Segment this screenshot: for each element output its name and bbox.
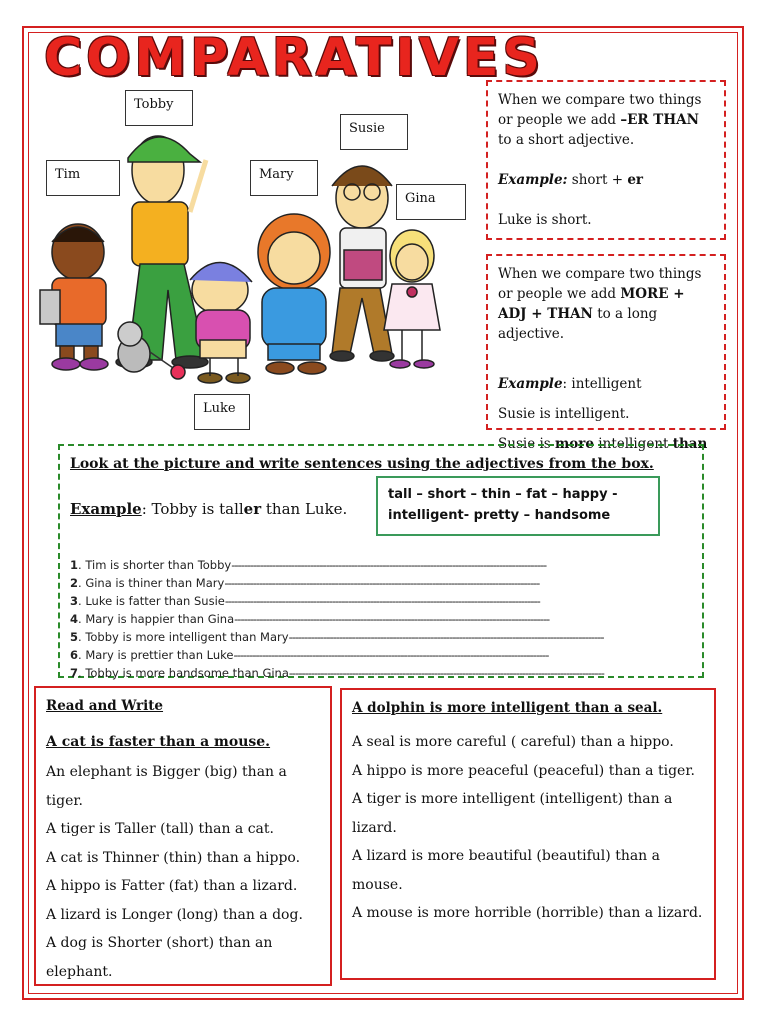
exercise-instruction: Look at the picture and write sentences using the adjectives from the box.: [70, 456, 654, 472]
long-rule-sentence-2: Susie is more intelligent than: [498, 436, 708, 452]
dolphin-line: A hippo is more peaceful (peaceful) than a tiger.: [352, 762, 695, 779]
adjectives-box: [376, 476, 660, 536]
exercise-box: [58, 444, 704, 678]
label-tim: Tim: [46, 160, 120, 196]
short-rule-intro: When we compare two things or people we add –ER THAN to a short adjective.: [498, 92, 702, 148]
long-rule-sentence: Susie is intelligent.: [498, 406, 630, 422]
answer-list: [70, 556, 690, 680]
adjectives-line-2: intelligent- pretty – handsome: [388, 508, 611, 523]
label-tobby: Tobby: [125, 90, 193, 126]
label-gina: Gina: [396, 184, 466, 220]
dolphin-line: A seal is more careful ( careful) than a hippo.: [352, 734, 674, 750]
answer-line: 2. Gina is thiner than Mary----------------------------------------------------------------------------------------------------: [70, 576, 540, 590]
dolphin-panel: [340, 688, 716, 980]
short-rule-example: Example: short + er: [498, 172, 644, 188]
short-rule-sentence: Luke is short.: [498, 212, 592, 228]
dolphin-line: A mouse is more horrible (horrible) than a lizard.: [352, 905, 703, 921]
dolphin-line: A lizard is more beautiful (beautiful) than a mouse.: [352, 848, 660, 893]
long-adjective-rule-box: [486, 254, 726, 452]
answer-line: 4. Mary is happier than Gina----------------------------------------------------------------------------------------------------: [70, 612, 550, 626]
dolphin-heading: A dolphin is more intelligent than a seal.: [352, 700, 663, 716]
dolphin-line: A tiger is more intelligent (intelligent) than a lizard.: [352, 791, 673, 836]
answer-line: 6. Mary is prettier than Luke----------------------------------------------------------------------------------------------------: [70, 648, 549, 662]
label-susie: Susie: [340, 114, 408, 150]
read-write-panel: [34, 686, 332, 986]
label-mary: Mary: [250, 160, 318, 196]
answer-line: 7. Tobby is more handsome than Gina----------------------------------------------------------------------------------------------------: [70, 666, 604, 680]
long-rule-intro: When we compare two things or people we add MORE + ADJ + THAN to a long adjective.: [498, 266, 702, 342]
read-write-line: A hippo is Fatter (fat) than a lizard.: [46, 878, 298, 894]
read-write-line: A dog is Shorter (short) than an: [46, 935, 273, 951]
read-write-line: A lizard is Longer (long) than a dog.: [46, 906, 303, 923]
answer-line: 3. Luke is fatter than Susie----------------------------------------------------------------------------------------------------: [70, 594, 540, 608]
answer-line: 5. Tobby is more intelligent than Mary----------------------------------------------------------------------------------------------------: [70, 630, 604, 644]
read-write-heading: Read and Write: [46, 698, 164, 714]
long-rule-example: Example: intelligent: [498, 376, 642, 392]
read-write-line: A tiger is Taller (tall) than a cat.: [46, 821, 274, 837]
short-adjective-rule-box: [486, 80, 726, 240]
adjectives-line-1: tall – short – thin – fat – happy -: [388, 487, 618, 502]
label-luke: Luke: [194, 394, 250, 430]
read-write-example: A cat is faster than a mouse.: [46, 734, 271, 750]
exercise-example: Example: Tobby is taller than Luke.: [70, 500, 348, 518]
read-write-line: elephant.: [46, 963, 113, 980]
read-write-line: An elephant is Bigger (big) than a tiger.: [46, 764, 287, 809]
answer-line: 1. Tim is shorter than Tobby----------------------------------------------------------------------------------------------------: [70, 558, 547, 572]
page-title: COMPARATIVES: [44, 28, 544, 88]
read-write-line: A cat is Thinner (thin) than a hippo.: [46, 849, 301, 866]
